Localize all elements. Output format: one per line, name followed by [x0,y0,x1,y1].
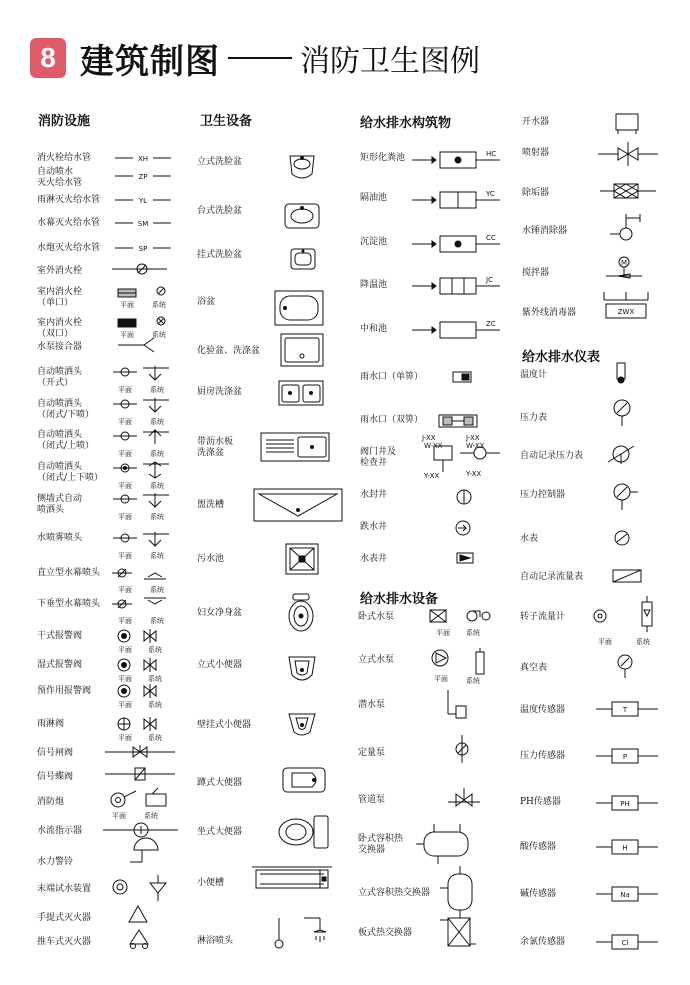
sensor-symbol [596,839,658,855]
pipe-line-symbol [115,172,171,180]
col1-label: 末端试水装置 [37,884,92,894]
system-view-label: 系统 [150,617,164,625]
col2-label: 妇女净身盆 [197,608,243,618]
symbol-code-text: XH [137,155,149,163]
indoor-hydrant-double-symbol [118,315,178,329]
col4a-label: 紫外线消毒器 [522,308,577,318]
thermometer-symbol [614,362,628,384]
mop-sink-symbol [285,543,319,575]
col4b-label: 自动记录压力表 [520,451,584,461]
water-seal-well-symbol [456,489,472,505]
metering-pump-symbol [448,735,476,765]
plan-view-label: 平面 [118,513,132,521]
col1-label: 干式报警阀 [37,631,83,641]
col4a-label: 喷射器 [522,148,550,158]
kitchen-sink-symbol [278,380,324,406]
col3a-label: 阀门井及 检查井 [360,447,397,468]
signal-butterfly-valve-symbol [105,767,175,781]
system-view-label: 系统 [148,734,162,742]
plan-view-label: 平面 [434,675,448,683]
col2-label: 立式洗脸盆 [197,157,243,167]
counter-basin-symbol [284,203,320,229]
meter-well-symbol [456,552,474,564]
symbol-code-text: YC [486,190,495,198]
pipe-line-symbol [115,196,171,204]
col3a-label: 降温池 [360,280,388,290]
vacuum-gauge-symbol [614,652,636,680]
drainboard-sink-symbol [260,432,330,462]
col1-label: 自动喷洒头 （闭式/下喷） [37,399,95,420]
col2-label: 带沥水板 洗涤盆 [197,437,234,458]
plan-view-label: 平面 [118,552,132,560]
shower-head-symbol [270,918,326,948]
pipe-line-symbol [115,219,171,227]
col3a-label: 隔油池 [360,193,388,203]
col3b-label: 立式容积热交换器 [358,888,431,898]
col1-label: 消火栓给水管 [37,153,92,163]
squat-toilet-symbol [282,767,326,793]
col2-label: 台式洗脸盆 [197,206,243,216]
plan-view-label: 平面 [118,617,132,625]
plan-view-label: 平面 [118,734,132,742]
plan-view-label: 平面 [598,638,612,646]
col1-label: 信号闸阀 [37,748,74,758]
col2-label: 浴盆 [197,297,216,307]
bathtub-symbol [274,290,324,326]
uv-disinfector-symbol [598,292,654,322]
symbol-code-text: ZP [138,173,148,181]
sprinkler-symbol [113,462,173,480]
symbol-code-text: YL [138,197,148,205]
system-view-label: 系统 [466,677,480,685]
water-boiler-symbol [612,110,642,136]
handheld-extinguisher-symbol [128,905,148,923]
page-title: 建筑制图 [80,41,220,82]
sprinkler-symbol [113,493,173,511]
col4a-label: 开水器 [522,117,550,127]
col4b-label: 转子流量计 [520,612,566,622]
pipe-line-symbol [115,154,171,162]
col1-label: 自动喷水 灭火给水管 [37,167,83,188]
col1-label: 雨淋阀 [37,719,65,729]
col4b-label: 温度传感器 [520,705,566,715]
symbol-code-text: ZWX [617,308,635,316]
col2-label: 坐式大便器 [197,827,243,837]
col1-label: 水幕灭火给水管 [37,218,101,228]
rotameter-symbol [590,596,660,638]
col1-label: 水泵接合器 [37,342,83,352]
col4b-label: 余氯传感器 [520,937,566,947]
col1-title: 消防设施 [38,114,91,129]
system-view-label: 系统 [152,301,166,309]
col1-label: 雨淋灭火给水管 [37,195,101,205]
col4a-label: 除垢器 [522,188,550,198]
col3a-label: 水表井 [360,554,388,564]
bidet-symbol [287,592,315,632]
flow-indicator-symbol [103,822,178,838]
col3b-label: 卧式水泵 [358,612,395,622]
col4b-label: 碱传感器 [520,889,557,899]
system-view-label: 系统 [150,386,164,394]
col3a-label: 矩形化粪池 [360,153,406,163]
cart-extinguisher-symbol [128,929,150,949]
plan-view-label: 平面 [118,418,132,426]
recording-flowmeter-symbol [612,566,642,584]
plan-view-label: 平面 [118,386,132,394]
drop-well-symbol [455,520,473,536]
col3a-label: 雨水口（单箅） [360,372,424,382]
col1-label: 湿式报警阀 [37,660,83,670]
col4b-label: PH传感器 [520,797,561,807]
col3b-title: 给水排水设备 [360,592,439,607]
plan-view-label: 平面 [436,629,450,637]
structure-tank-symbol [412,274,504,296]
system-view-label: 系统 [150,586,164,594]
col1-label: 水流指示器 [37,826,83,836]
structure-tank-symbol [412,232,504,254]
col3a-label: 沉淀池 [360,237,388,247]
system-view-label: 系统 [150,552,164,560]
system-view-label: 系统 [152,331,166,339]
col4b-label: 压力控制器 [520,490,566,500]
col2-label: 蹲式大便器 [197,778,243,788]
structure-tank-symbol [412,188,504,210]
sensor-symbol [596,934,658,950]
col1-label: 直立型水幕喷头 [37,568,101,578]
end-test-device-symbol [110,875,175,901]
fire-cannon-symbol [108,788,178,810]
col1-label: 水喷雾喷头 [37,533,83,543]
symbol-code-text: Y-XX [424,472,440,480]
col1-label: 手提式灭火器 [37,913,92,923]
sensor-symbol [596,748,658,764]
sensor-symbol [596,795,658,811]
col1-label: 消防炮 [37,797,65,807]
col2-label: 盥洗槽 [197,500,225,510]
page-header [30,34,480,82]
indoor-hydrant-single-symbol [118,285,178,299]
col2-label: 立式小便器 [197,660,243,670]
rain-inlet-double-symbol [438,414,478,428]
plan-view-label: 平面 [118,646,132,654]
symbol-code-text: PH [620,800,630,808]
col3a-title: 给水排水构筑物 [360,116,452,131]
plan-view-label: 平面 [118,701,132,709]
col4b-label: 水表 [520,534,539,544]
col3b-label: 管道泵 [358,795,386,805]
plan-view-label: 平面 [118,675,132,683]
symbol-code-text: P [622,753,628,761]
symbol-code-text: J-XX [422,434,436,442]
symbol-code-text: J-XX [466,434,480,442]
rain-inlet-single-symbol [452,371,472,383]
col1-label: 水炮灭火给水管 [37,243,101,253]
system-view-label: 系统 [148,701,162,709]
plate-heat-exchanger-symbol [440,916,476,948]
system-view-label: 系统 [636,638,650,646]
col1-label: 水力警铃 [37,857,74,867]
col4b-title: 给水排水仪表 [522,350,601,365]
col3a-label: 跌水井 [360,522,388,532]
col1-label: 室内消火栓 （双口） [37,318,83,339]
symbol-code-text: ZC [486,320,496,328]
title-dash [228,57,292,59]
standing-basin-symbol [288,152,316,182]
lab-sink-symbol [280,333,324,367]
col4b-label: 自动记录流量表 [520,572,584,582]
curtain-sprinkler-symbol [112,598,172,616]
structure-tank-symbol [412,148,504,170]
system-view-label: 系统 [466,629,480,637]
plan-view-label: 平面 [120,331,134,339]
system-view-label: 系统 [148,675,162,683]
page-subtitle: 消防卫生图例 [300,44,480,79]
col2-label: 淋浴喷头 [197,936,234,946]
sprinkler-symbol [113,430,173,448]
washing-trough-symbol [253,488,343,522]
symbol-code-text: CC [486,234,496,242]
symbol-code-text: SM [137,220,149,228]
symbol-code-text: W-XX [424,442,443,450]
pipeline-pump-symbol [448,788,480,808]
col4b-label: 真空表 [520,663,548,673]
submersible-pump-symbol [442,690,472,720]
system-view-label: 系统 [148,646,162,654]
signal-gate-valve-symbol [105,745,175,759]
vertical-heat-exchanger-symbol [440,866,480,918]
ejector-symbol [598,140,658,170]
svg-text:M: M [621,259,628,267]
col1-label: 下垂型水幕喷头 [37,599,101,609]
col3a-label: 中和池 [360,324,388,334]
col2-label: 小便槽 [197,878,225,888]
pressure-gauge-symbol [610,398,634,428]
curtain-sprinkler-symbol [112,567,172,585]
col1-label: 室内消火栓 （单口） [37,287,83,308]
col4b-label: 压力传感器 [520,751,566,761]
col1-label: 信号蝶阀 [37,772,74,782]
sprinkler-symbol [113,398,173,416]
wall-basin-symbol [290,248,316,270]
pipe-line-symbol [115,244,171,252]
symbol-code-text: Cl [621,939,629,947]
wall-urinal-symbol [288,712,316,738]
sensor-symbol [596,886,658,902]
col2-label: 污水池 [197,554,225,564]
system-view-label: 系统 [144,812,158,820]
plan-view-label: 平面 [118,586,132,594]
outdoor-hydrant-symbol [112,262,167,276]
water-meter-symbol [614,530,632,546]
recording-pressure-gauge-symbol [606,444,636,464]
symbol-code-text: H [622,844,628,852]
plan-view-label: 平面 [118,482,132,490]
pump-connector-symbol [118,336,160,354]
hydraulic-bell-symbol [120,842,170,864]
col4b-label: 酸传感器 [520,842,557,852]
system-view-label: 系统 [150,513,164,521]
structure-tank-symbol [412,318,504,340]
col1-label: 预作用报警阀 [37,686,92,696]
col1-label: 侧墙式自动 喷洒头 [37,494,83,515]
horizontal-heat-exchanger-symbol [414,824,478,864]
symbol-code-text: T [622,706,628,714]
col2-title: 卫生设备 [200,114,253,129]
sprinkler-symbol [113,366,173,384]
col3a-label: 水封井 [360,490,388,500]
col2-label: 挂式洗脸盆 [197,250,243,260]
symbol-code-text: Na [620,891,630,899]
col3b-label: 定量泵 [358,748,386,758]
symbol-code-text: W-XX [466,442,485,450]
col4a-label: 水锤消除器 [522,226,568,236]
col3b-label: 板式热交换器 [358,928,413,938]
col4b-label: 温度计 [520,370,548,380]
col4b-label: 压力表 [520,413,548,423]
standing-urinal-symbol [288,655,316,685]
system-view-label: 系统 [150,450,164,458]
water-hammer-arrester-symbol [606,214,646,244]
col3b-label: 潜水泵 [358,700,386,710]
sprinkler-symbol [113,532,173,550]
col1-label: 自动喷洒头 （闭式/上喷） [37,430,95,451]
sensor-symbol [596,701,658,717]
urinal-trough-symbol [252,866,332,892]
col3b-label: 卧式容积热 交换器 [358,834,404,855]
symbol-code-text: SP [138,245,148,253]
col1-label: 推车式灭火器 [37,937,92,947]
system-view-label: 系统 [150,482,164,490]
col1-label: 室外消火栓 [37,266,83,276]
plan-view-label: 平面 [118,450,132,458]
col2-label: 化验盆、洗涤盆 [197,346,261,356]
valve-well-symbol [420,432,500,480]
system-view-label: 系统 [150,418,164,426]
pressure-controller-symbol [610,482,640,512]
col2-label: 壁挂式小便器 [197,720,252,730]
col3a-label: 雨水口（双箅） [360,415,424,425]
section-number-badge: 8 [30,38,66,78]
symbol-code-text: HC [486,150,497,158]
plan-view-label: 平面 [120,301,134,309]
horizontal-pump-symbol [428,608,488,628]
sitting-toilet-symbol [278,815,330,849]
mixer-symbol [604,256,644,282]
col3b-label: 立式水泵 [358,655,395,665]
col4a-label: 搅拌器 [522,268,550,278]
col1-label: 自动喷洒头 （闭式/上下喷） [37,462,104,483]
col1-label: 自动喷洒头 （开式） [37,367,83,388]
symbol-code-text: JC [486,276,493,284]
col2-label: 厨房洗涤盆 [197,387,243,397]
descaler-symbol [600,182,656,200]
symbol-code-text: Y-XX [466,470,482,478]
plan-view-label: 平面 [112,812,126,820]
